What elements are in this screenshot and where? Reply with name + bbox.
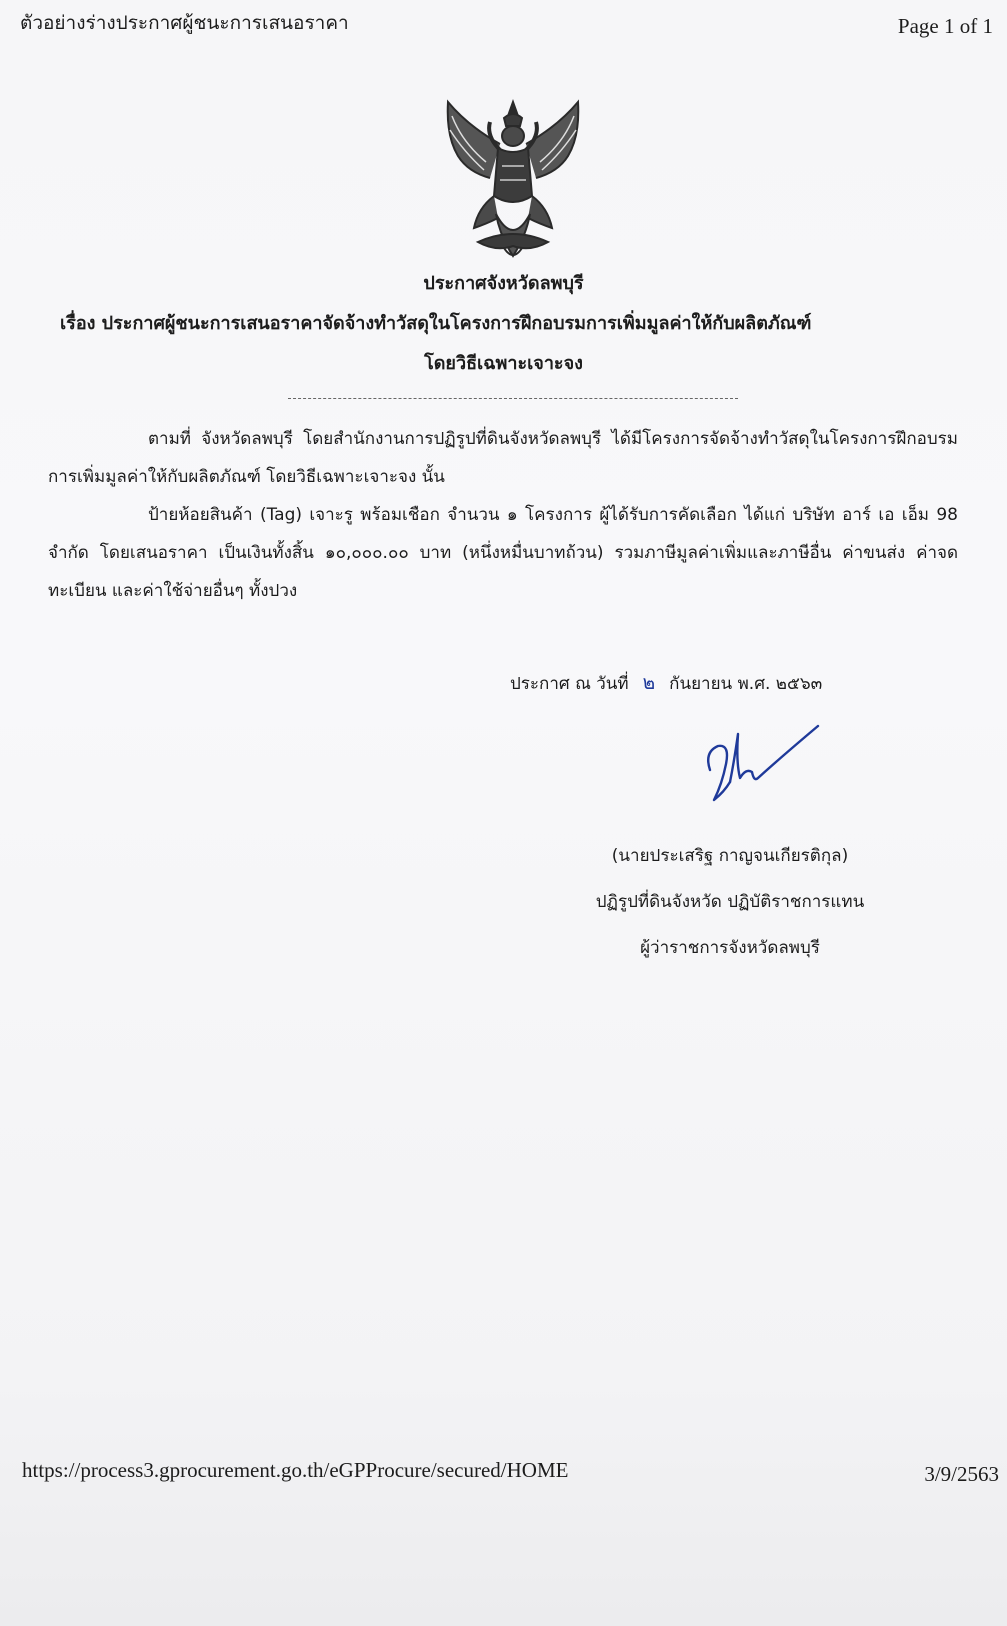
- date-month-year: กันยายน พ.ศ. ๒๕๖๓: [669, 674, 823, 694]
- date-prefix: ประกาศ ณ วันที่: [510, 674, 629, 694]
- footer-url: https://process3.gprocurement.go.th/eGPProcure/secured/HOME: [22, 1458, 569, 1482]
- footer-date: 3/9/2563: [924, 1462, 999, 1486]
- garuda-emblem-icon: [438, 96, 588, 264]
- page-number: Page 1 of 1: [897, 14, 993, 38]
- title-divider: [288, 398, 738, 399]
- signatory-position: ปฏิรูปที่ดินจังหวัด ปฏิบัติราชการแทน: [595, 892, 865, 912]
- header-title: ตัวอย่างร่างประกาศผู้ชนะการเสนอราคา: [20, 12, 349, 34]
- handwritten-signature: [700, 722, 830, 818]
- body-paragraph-2: ป้ายห้อยสินค้า (Tag) เจาะรู พร้อมเชือก จำนวน ๑ โครงการ ผู้ได้รับการคัดเลือก ได้แก่ บริษัท อาร์ เอ เอ็ม 98 จำกัด โดยเสนอราคา เป็นเงินทั้งสิ้น ๑๐,๐๐๐.๐๐ บาท (หนึ่งหมื่นบาทถ้วน) รวมภาษีมูลค่าเพิ่มและภาษีอื่น ค่าขนส่ง ค่าจดทะเบียน และค่าใช้จ่ายอื่นๆ ทั้งปวง: [48, 505, 958, 601]
- signatory-on-behalf: ผู้ว่าราชการจังหวัดลพบุรี: [640, 938, 820, 958]
- announcement-method: โดยวิธีเฉพาะเจาะจง: [424, 353, 583, 374]
- announcement-heading: ประกาศจังหวัดลพบุรี: [423, 273, 584, 294]
- body-paragraph-1: ตามที่ จังหวัดลพบุรี โดยสำนักงานการปฏิรูปที่ดินจังหวัดลพบุรี ได้มีโครงการจัดจ้างทำวัสดุในโครงการฝึกอบรมการเพิ่มมูลค่าให้กับผลิตภัณฑ์ โดยวิธีเฉพาะเจาะจง นั้น: [48, 429, 958, 487]
- date-day: ๒: [642, 672, 656, 694]
- announcement-subject: เรื่อง ประกาศผู้ชนะการเสนอราคาจัดจ้างทำวัสดุในโครงการฝึกอบรมการเพิ่มมูลค่าให้กับผลิตภัณฑ์: [60, 313, 812, 334]
- announcement-date: [510, 668, 822, 698]
- signatory-name: (นายประเสริฐ กาญจนเกียรติกุล): [611, 846, 849, 866]
